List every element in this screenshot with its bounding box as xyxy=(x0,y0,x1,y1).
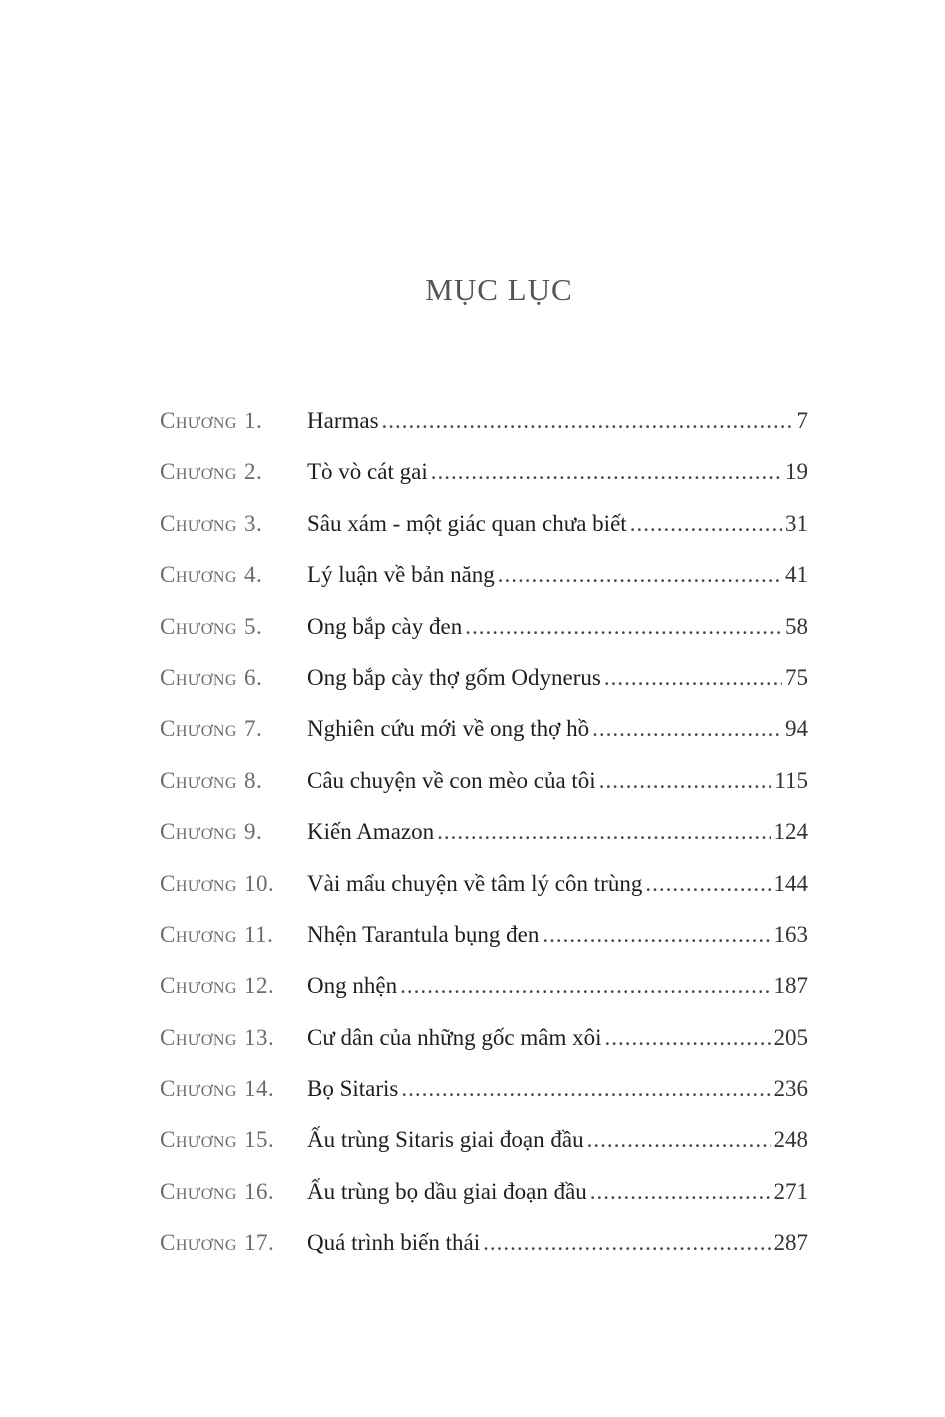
chapter-word: Chương xyxy=(160,613,237,639)
chapter-number: 12. xyxy=(243,973,275,999)
toc-entry[interactable] xyxy=(160,716,808,767)
page-number: 287 xyxy=(773,1230,808,1256)
chapter-number: 7. xyxy=(243,716,263,742)
chapter-label xyxy=(160,819,307,845)
dot-leader xyxy=(587,1127,771,1153)
chapter-number: 17. xyxy=(243,1230,275,1256)
toc-entry[interactable] xyxy=(160,459,808,510)
chapter-label xyxy=(160,408,307,434)
toc-entry[interactable] xyxy=(160,1179,808,1230)
chapter-label xyxy=(160,459,307,485)
chapter-word: Chương xyxy=(160,1024,237,1050)
chapter-title: Tò vò cát gai xyxy=(307,459,428,485)
chapter-title: Ấu trùng bọ dầu giai đoạn đầu xyxy=(307,1178,587,1204)
chapter-word: Chương xyxy=(160,408,237,433)
page-number: 124 xyxy=(773,819,808,845)
page-number: 58 xyxy=(785,613,808,639)
chapter-number: 5. xyxy=(243,613,263,639)
chapter-label xyxy=(160,1179,307,1205)
chapter-word: Chương xyxy=(160,1127,237,1153)
chapter-word: Chương xyxy=(160,819,237,845)
chapter-word: Chương xyxy=(160,767,237,793)
toc-entry[interactable] xyxy=(160,768,808,819)
toc-entry[interactable] xyxy=(160,562,808,613)
dot-leader xyxy=(604,665,782,691)
dot-leader xyxy=(498,562,782,588)
page-number: 31 xyxy=(785,510,808,536)
chapter-number: 13. xyxy=(243,1024,275,1050)
chapter-label xyxy=(160,716,307,742)
chapter-title: Nhện Tarantula bụng đen xyxy=(307,921,540,947)
chapter-title: Cư dân của những gốc mâm xôi xyxy=(307,1024,602,1050)
toc-entry[interactable] xyxy=(160,511,808,562)
chapter-title: Ong bắp cày thợ gốm Odynerus xyxy=(307,664,601,690)
chapter-title: Ấu trùng Sitaris giai đoạn đầu xyxy=(307,1127,584,1153)
chapter-word: Chương xyxy=(160,1076,237,1102)
page-number: 271 xyxy=(773,1178,808,1204)
dot-leader xyxy=(605,1025,771,1051)
toc-entry[interactable] xyxy=(160,1076,808,1127)
chapter-label xyxy=(160,973,307,999)
chapter-word: Chương xyxy=(160,1178,237,1204)
chapter-title: Harmas xyxy=(307,408,379,433)
dot-leader xyxy=(599,768,772,794)
dot-leader xyxy=(645,871,770,897)
toc-entry[interactable] xyxy=(160,665,808,716)
chapter-title: Ong nhện xyxy=(307,973,398,999)
dot-leader xyxy=(542,922,770,948)
chapter-number: 9. xyxy=(243,819,263,845)
page-number: 144 xyxy=(773,870,808,896)
chapter-title: Sâu xám - một giác quan chưa biết xyxy=(307,510,627,536)
chapter-number: 11. xyxy=(243,921,274,947)
toc-entry[interactable] xyxy=(160,1025,808,1076)
dot-leader xyxy=(483,1230,770,1256)
table-of-contents xyxy=(160,408,808,1282)
chapter-title: Lý luận về bản năng xyxy=(307,562,495,588)
chapter-word: Chương xyxy=(160,459,237,485)
chapter-word: Chương xyxy=(160,973,237,999)
chapter-word: Chương xyxy=(160,1230,237,1256)
chapter-number: 6. xyxy=(243,664,263,690)
chapter-label xyxy=(160,562,307,588)
page-number: 75 xyxy=(785,664,808,690)
page-number: 19 xyxy=(785,459,808,485)
chapter-label xyxy=(160,1230,307,1256)
chapter-title: Kiến Amazon xyxy=(307,819,435,845)
dot-leader xyxy=(400,973,770,999)
page-number: 94 xyxy=(785,716,808,742)
chapter-title: Quá trình biến thái xyxy=(307,1230,481,1256)
page-number: 7 xyxy=(796,408,808,433)
dot-leader xyxy=(590,1179,771,1205)
dot-leader xyxy=(401,1076,770,1102)
chapter-label xyxy=(160,614,307,640)
page-number: 236 xyxy=(773,1076,808,1102)
chapter-label xyxy=(160,511,307,537)
chapter-title: Ong bắp cày đen xyxy=(307,613,463,639)
chapter-title: Bọ Sitaris xyxy=(307,1076,399,1102)
chapter-label xyxy=(160,1025,307,1051)
chapter-title: Vài mẩu chuyện về tâm lý côn trùng xyxy=(307,870,643,896)
chapter-label xyxy=(160,768,307,794)
chapter-number: 4. xyxy=(243,562,263,588)
page-number: 115 xyxy=(774,767,808,793)
dot-leader xyxy=(630,511,782,537)
dot-leader xyxy=(437,819,770,845)
chapter-label xyxy=(160,1076,307,1102)
page-number: 248 xyxy=(773,1127,808,1153)
toc-entry[interactable] xyxy=(160,614,808,665)
chapter-number: 10. xyxy=(243,870,275,896)
toc-entry[interactable] xyxy=(160,922,808,973)
chapter-word: Chương xyxy=(160,870,237,896)
chapter-number: 3. xyxy=(243,510,263,536)
chapter-word: Chương xyxy=(160,664,237,690)
chapter-number: 8. xyxy=(243,767,263,793)
chapter-number: 2. xyxy=(243,459,263,485)
page-title: MỤC LỤC xyxy=(425,272,573,307)
toc-entry[interactable] xyxy=(160,973,808,1024)
chapter-label xyxy=(160,922,307,948)
toc-entry[interactable] xyxy=(160,1127,808,1178)
chapter-number: 1. xyxy=(243,408,263,433)
toc-entry[interactable] xyxy=(160,871,808,922)
page-number: 205 xyxy=(773,1024,808,1050)
chapter-label xyxy=(160,871,307,897)
chapter-number: 16. xyxy=(243,1178,275,1204)
dot-leader xyxy=(592,716,782,742)
toc-entry[interactable] xyxy=(160,408,808,459)
chapter-word: Chương xyxy=(160,921,237,947)
toc-entry[interactable] xyxy=(160,819,808,870)
page-number: 41 xyxy=(785,562,808,588)
chapter-number: 14. xyxy=(243,1076,275,1102)
dot-leader xyxy=(465,614,782,640)
chapter-word: Chương xyxy=(160,716,237,742)
chapter-label xyxy=(160,1127,307,1153)
chapter-label xyxy=(160,665,307,691)
page-number: 163 xyxy=(773,921,808,947)
chapter-number: 15. xyxy=(243,1127,275,1153)
chapter-title: Nghiên cứu mới về ong thợ hồ xyxy=(307,716,590,742)
chapter-word: Chương xyxy=(160,510,237,536)
toc-entry[interactable] xyxy=(160,1230,808,1281)
chapter-word: Chương xyxy=(160,562,237,588)
dot-leader xyxy=(431,459,782,485)
page-number: 187 xyxy=(773,973,808,999)
dot-leader xyxy=(382,408,794,434)
chapter-title: Câu chuyện về con mèo của tôi xyxy=(307,767,596,793)
